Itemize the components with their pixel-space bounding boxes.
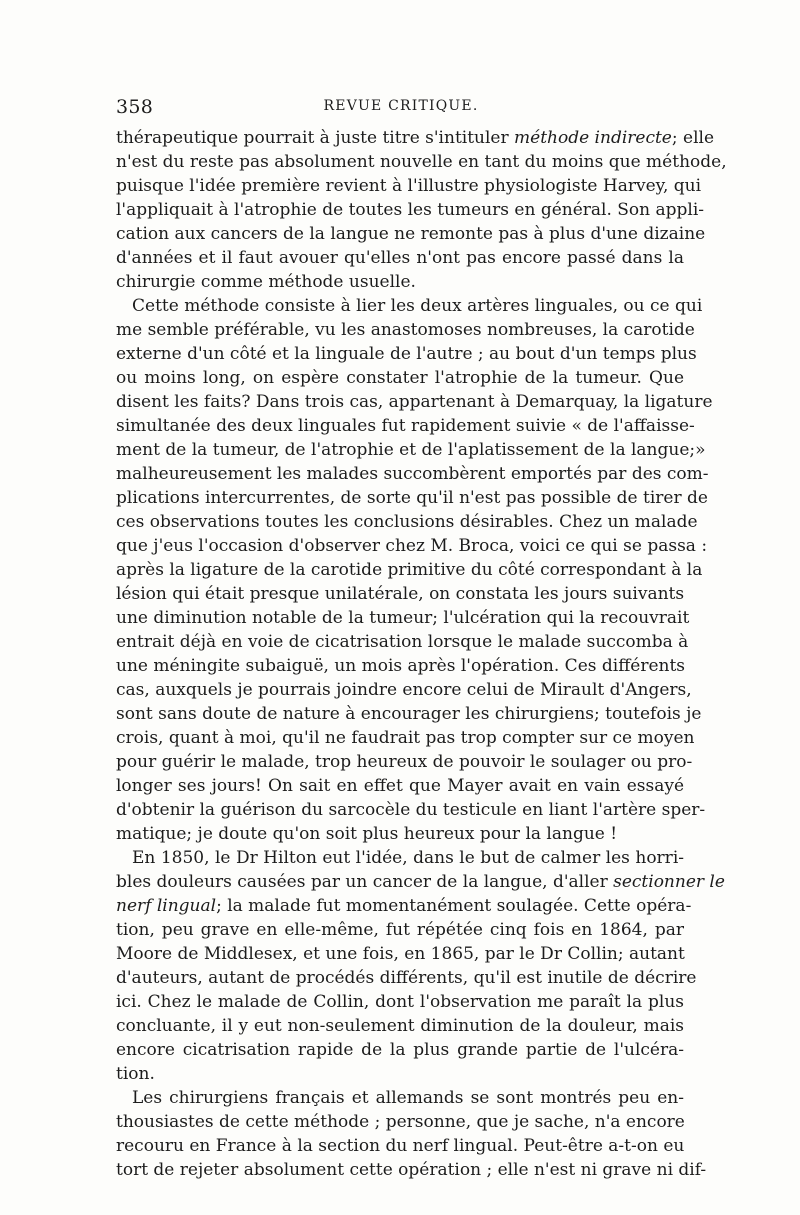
text-line: n'est du reste pas absolument nouvelle en tant du moins que méthode, [116,152,727,172]
text-line: plications intercurrentes, de sorte qu'il n'est pas possible de tirer de [116,488,708,508]
text-line: Moore de Middlesex, et une fois, en 1865, par le Dr Collin; autant [116,944,685,964]
text-line: thérapeutique pourrait à juste titre s'intituler méthode indirecte; elle [116,128,715,148]
italic-phrase: sectionner le [613,872,725,892]
text-line: Les chirurgiens français et allemands se sont montrés peu en- [132,1088,684,1108]
text-line: d'auteurs, autant de procédés différents, qu'il est inutile de décrire [116,968,697,988]
text-line: ou moins long, on espère constater l'atrophie de la tumeur. Que [116,368,684,388]
text-line: ces observations toutes les conclusions désirables. Chez un malade [116,512,698,532]
text-line: une diminution notable de la tumeur; l'ulcération qui la recouvrait [116,608,690,628]
text-line: longer ses jours! On sait en effet que Mayer avait en vain essayé [116,776,684,796]
body-text [116,126,727,1182]
text-line: ment de la tumeur, de l'atrophie et de l'aplatissement de la langue;» [116,440,706,460]
text-line: recouru en France à la section du nerf lingual. Peut-être a-t-on eu [116,1136,685,1156]
italic-phrase: méthode indirecte [514,128,672,148]
text-line: externe d'un côté et la linguale de l'autre ; au bout d'un temps plus [116,344,697,364]
text-line: entrait déjà en voie de cicatrisation lorsque le malade succomba à [116,632,689,652]
text-line: une méningite subaiguë, un mois après l'opération. Ces différents [116,656,686,676]
text-line: l'appliquait à l'atrophie de toutes les tumeurs en général. Son appli- [116,200,705,220]
italic-phrase: nerf lingual [116,896,217,916]
text-line: chirurgie comme méthode usuelle. [116,272,416,292]
text-line: pour guérir le malade, trop heureux de pouvoir le soulager ou pro- [116,752,693,772]
text-line: tion. [116,1064,155,1084]
text-line: crois, quant à moi, qu'il ne faudrait pas trop compter sur ce moyen [116,728,695,748]
text-line: En 1850, le Dr Hilton eut l'idée, dans le but de calmer les horri- [132,848,684,868]
text-line: d'obtenir la guérison du sarcocèle du testicule en liant l'artère sper- [116,800,706,820]
text-line: tort de rejeter absolument cette opération ; elle n'est ni grave ni dif- [116,1160,707,1180]
text-line: nerf lingual; la malade fut momentanément soulagée. Cette opéra- [116,896,692,916]
text-line: encore cicatrisation rapide de la plus grande partie de l'ulcéra- [116,1040,684,1060]
text-line: lésion qui était presque unilatérale, on constata les jours suivants [116,584,685,604]
text-line: puisque l'idée première revient à l'illustre physiologiste Harvey, qui [116,176,702,196]
text-line: cation aux cancers de la langue ne remonte pas à plus d'une dizaine [116,224,706,244]
text-line: me semble préférable, vu les anastomoses nombreuses, la carotide [116,320,695,340]
text-line: sont sans doute de nature à encourager les chirurgiens; toutefois je [116,704,702,724]
text-line: d'années et il faut avouer qu'elles n'ont pas encore passé dans la [116,248,684,268]
text-line: ici. Chez le malade de Collin, dont l'observation me paraît la plus [116,992,684,1012]
text-line: disent les faits? Dans trois cas, appartenant à Demarquay, la ligature [116,392,713,412]
text-line: tion, peu grave en elle-même, fut répétée cinq fois en 1864, par [116,920,684,940]
text-line: que j'eus l'occasion d'observer chez M. Broca, voici ce qui se passa : [116,536,708,556]
text-line: Cette méthode consiste à lier les deux artères linguales, ou ce qui [132,296,703,316]
text-line: thousiastes de cette méthode ; personne, que je sache, n'a encore [116,1112,685,1132]
page-number: 358 [116,96,154,118]
text-line: malheureusement les malades succombèrent emportés par des com- [116,464,709,484]
text-line: matique; je doute qu'on soit plus heureux pour la langue ! [116,824,618,844]
text-line: simultanée des deux linguales fut rapidement suivie « de l'affaisse- [116,416,695,436]
text-line: après la ligature de la carotide primitive du côté correspondant à la [116,560,703,580]
text-line: cas, auxquels je pourrais joindre encore celui de Mirault d'Angers, [116,680,692,700]
text-line: concluante, il y eut non-seulement diminution de la douleur, mais [116,1016,684,1036]
page-header [116,96,686,126]
running-title: REVUE CRITIQUE. [323,98,479,114]
text-line: bles douleurs causées par un cancer de la langue, d'aller sectionner le [116,872,725,892]
